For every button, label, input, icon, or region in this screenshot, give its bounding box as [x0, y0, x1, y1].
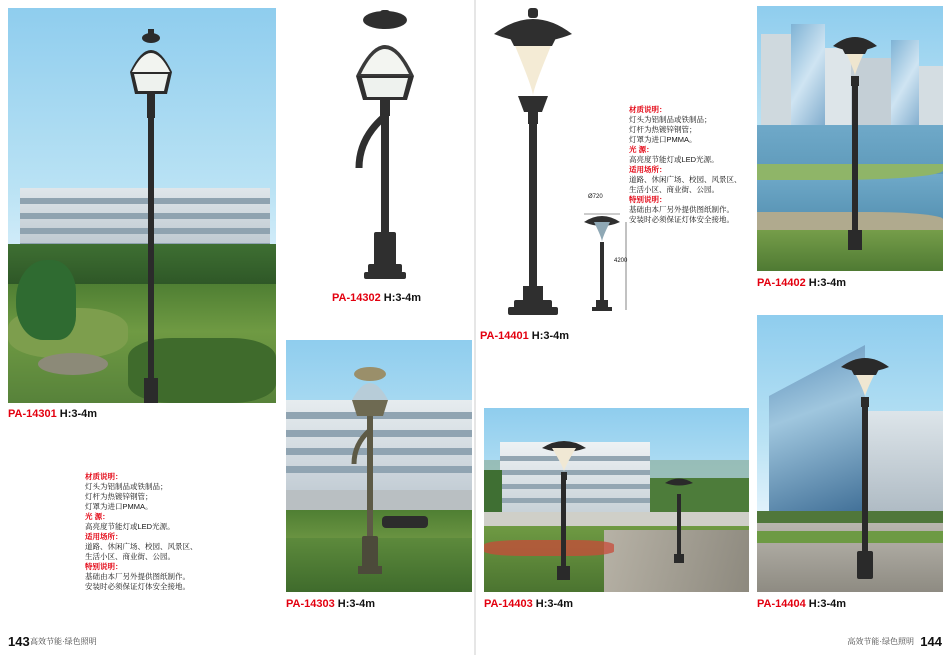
spec-left-usage-line-2: 生活小区、商业街、公园。 [85, 552, 175, 561]
spec-left-title: 材质说明： [85, 472, 123, 481]
product-photo-pa-14303 [286, 340, 472, 592]
spec-left-line-2: 灯杆为热镀锌钢管； [85, 492, 153, 501]
lamp-drawing-photo-pa-14303 [338, 358, 402, 588]
caption-pa-14404 [757, 598, 846, 610]
product-code-pa-14303: PA-14303 [286, 598, 335, 610]
product-photo-pa-14402 [757, 6, 943, 271]
product-code-pa-14404: PA-14404 [757, 598, 806, 610]
page-number-left: 143 [8, 634, 30, 649]
dimension-top-label: Ø720 [588, 194, 603, 200]
product-code-pa-14402: PA-14402 [757, 277, 806, 289]
product-spec-pa-14404: H:3-4m [808, 598, 847, 610]
page-number-right: 144 [920, 634, 942, 649]
lamp-drawing-photo-pa-14403-b [662, 474, 696, 566]
product-spec-pa-14402: H:3-4m [808, 277, 847, 289]
spec-right-light-line-1: 高亮度节能灯或LED光源。 [629, 155, 719, 164]
lamp-drawing-pa-14301 [116, 26, 186, 403]
caption-pa-14402 [757, 277, 846, 289]
spec-right-note-line-1: 基础由本厂另外提供图纸制作。 [629, 205, 734, 214]
product-spec-pa-14401: H:3-4m [531, 330, 570, 342]
spec-right-note-line-2: 安装时必须保证灯体安全接地。 [629, 215, 734, 224]
spec-right-line-1: 灯头为铝制品或铁制品； [629, 115, 712, 124]
product-spec-pa-14303: H:3-4m [337, 598, 376, 610]
spec-block-left [85, 472, 235, 592]
caption-pa-14302 [332, 292, 421, 304]
product-code-pa-14302: PA-14302 [332, 292, 381, 304]
spec-left-light-title: 光 源： [85, 512, 110, 521]
product-spec-pa-14403: H:3-4m [535, 598, 574, 610]
caption-pa-14401 [480, 330, 569, 342]
product-spec-pa-14301: H:3-4m [59, 408, 98, 420]
spec-right-title: 材质说明： [629, 105, 667, 114]
spec-left-usage-title: 适用场所： [85, 532, 123, 541]
spec-left-note-title: 特别说明： [85, 562, 123, 571]
product-photo-pa-14301 [8, 8, 276, 403]
lamp-drawing-photo-pa-14402 [825, 20, 885, 260]
page-spine [474, 0, 476, 655]
footer-text-left: 高效节能·绿色照明 [30, 637, 97, 646]
caption-pa-14403 [484, 598, 573, 610]
caption-pa-14303 [286, 598, 375, 610]
product-spec-pa-14302: H:3-4m [383, 292, 422, 304]
product-code-pa-14403: PA-14403 [484, 598, 533, 610]
spec-right-usage-line-1: 道路、休闲广场、校园、风景区、 [629, 175, 742, 184]
spec-right-line-2: 灯杆为热镀锌钢管； [629, 125, 697, 134]
caption-pa-14301 [8, 408, 97, 420]
spec-left-usage-line-1: 道路、休闲广场、校园、风景区、 [85, 542, 198, 551]
lamp-drawing-photo-pa-14403 [536, 432, 592, 582]
spec-left-line-1: 灯头为铝制品或铁制品； [85, 482, 168, 491]
lamp-drawing-photo-pa-14404 [835, 343, 895, 587]
lamp-drawing-pa-14302 [330, 6, 440, 286]
product-code-pa-14301: PA-14301 [8, 408, 57, 420]
spec-left-line-3: 灯罩为进口PMMA。 [85, 502, 153, 511]
footer-text-right: 高效节能·绿色照明 [847, 637, 914, 646]
spec-left-light-line-1: 高亮度节能灯或LED光源。 [85, 522, 175, 531]
spec-right-note-title: 特别说明： [629, 195, 667, 204]
spec-right-line-3: 灯罩为进口PMMA。 [629, 135, 697, 144]
dimension-height-label: 4200 [614, 258, 628, 264]
product-photo-pa-14403 [484, 408, 749, 592]
spec-right-usage-title: 适用场所： [629, 165, 667, 174]
product-code-pa-14401: PA-14401 [480, 330, 529, 342]
spec-right-light-title: 光 源： [629, 145, 654, 154]
spec-left-note-line-2: 安装时必须保证灯体安全接地。 [85, 582, 190, 591]
product-photo-pa-14404 [757, 315, 943, 592]
spec-right-usage-line-2: 生活小区、商业街、公园。 [629, 185, 719, 194]
spec-left-note-line-1: 基础由本厂另外提供图纸制作。 [85, 572, 190, 581]
